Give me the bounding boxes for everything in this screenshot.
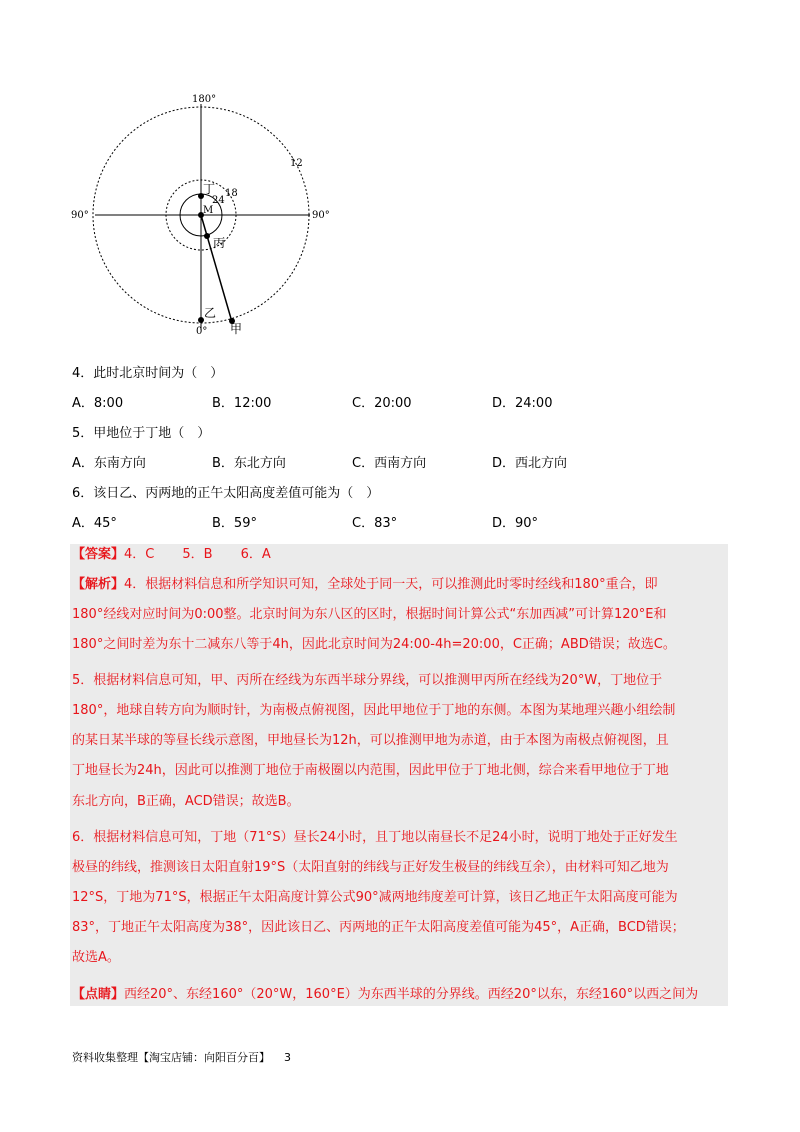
label-bing: 丙 [213,236,226,250]
label-24: 24 [212,195,225,206]
question-6-option-b: B．59° [212,516,257,531]
answer-line [72,545,722,565]
analysis-line-8: 东北方向，B正确，ACD错误；故选B。 [72,794,300,809]
analysis-line-6: 的某日某半球的等昼长线示意图，甲地昼长为12h，可以推测甲地为赤道，由于本图为南极点俯视图，且 [72,733,669,748]
analysis-line-4: 5．根据材料信息可知，甲、丙所在经线为东西半球分界线，可以推测甲丙所在经线为20°W，丁地位于 [72,673,663,688]
question-6-option-d: D．90° [492,516,539,531]
label-jia: 甲 [230,322,243,336]
label-18: 18 [225,188,238,199]
question-4-option-d: D．24:00 [492,396,553,411]
question-6-stem: 6．该日乙、丙两地的正午太阳高度差值可能为（ ） [72,486,380,501]
day-length-diagram [71,88,335,337]
label-right: 90° [312,210,330,221]
question-5-option-d: D．西北方向 [492,456,568,471]
label-left: 90° [71,210,89,221]
label-ding: 丁 [203,182,216,196]
question-5-option-b: B．东北方向 [212,456,286,471]
analysis-line-13: 故选A。 [72,950,120,965]
question-5-option-a: A．东南方向 [72,456,146,471]
question-4-option-b: B．12:00 [212,396,272,411]
question-4-option-a: A．8:00 [72,396,124,411]
analysis-line-7: 丁地昼长为24h，因此可以推测丁地位于南极圈以内范围，因此甲位于丁地北侧，综合来看甲地位于丁地 [72,763,669,778]
analysis-line-3: 180°之间时差为东十二减东八等于4h，因此北京时间为24:00-4h=20:00，C正确；ABD错误；故选C。 [72,637,676,652]
page-footer [72,1050,291,1066]
answer-item-5: 5．B [182,547,213,562]
label-m: M [203,205,214,216]
analysis-label: 【解析】 [72,577,125,592]
analysis-line-11: 12°S，丁地为71°S，根据正午太阳高度计算公式90°减两地纬度差可计算，该日乙地正午太阳高度可能为 [72,890,678,905]
question-4-stem: 4．此时北京时间为（ ） [72,366,224,381]
analysis-line-9: 6．根据材料信息可知，丁地（71°S）昼长24小时，且丁地以南昼长不足24小时，说明丁地处于正好发生 [72,830,678,845]
question-6-option-a: A．45° [72,516,117,531]
answer-label: 【答案】 [72,547,125,562]
tip-line [72,985,722,1005]
page-number: 3 [284,1051,291,1064]
question-4-option-c: C．20:00 [352,396,412,411]
question-5-option-c: C．西南方向 [352,456,427,471]
label-top: 180° [192,94,217,105]
answer-item-6: 6．A [240,547,271,562]
question-5-stem: 5．甲地位于丁地（ ） [72,426,211,441]
analysis-line-10: 极昼的纬线，推测该日太阳直射19°S（太阳直射的纬线与正好发生极昼的纬线互余），由材料可知乙地为 [72,860,669,875]
analysis-text: 4．根据材料信息和所学知识可知，全球处于同一天，可以推测此时零时经线和180°重合，即 [124,577,658,592]
tip-text: 西经20°、东经160°（20°W，160°E）为东西半球的分界线。西经20°以东，东经160°以西之间为 [124,987,699,1002]
label-yi: 乙 [204,306,217,320]
analysis-line-1 [72,575,722,595]
point-bing [204,233,210,239]
analysis-line-5: 180°，地球自转方向为顺时针，为南极点俯视图，因此甲地位于丁地的东侧。本图为某地理兴趣小组绘制 [72,703,676,718]
question-6-option-c: C．83° [352,516,398,531]
analysis-line-12: 83°，丁地正午太阳高度为38°，因此该日乙、丙两地的正午太阳高度差值可能为45°，A正确，BCD错误； [72,920,685,935]
footer-text: 资料收集整理【淘宝店铺：向阳百分百】 [72,1051,270,1064]
label-bottom: 0° [196,326,208,337]
label-12: 12 [290,158,303,169]
analysis-line-2: 180°经线对应时间为0:00整。北京时间为东八区的区时，根据时间计算公式“东加西减”可计算120°E和 [72,607,667,622]
tip-label: 【点睛】 [72,987,125,1002]
answer-item-4: 4．C [124,547,155,562]
